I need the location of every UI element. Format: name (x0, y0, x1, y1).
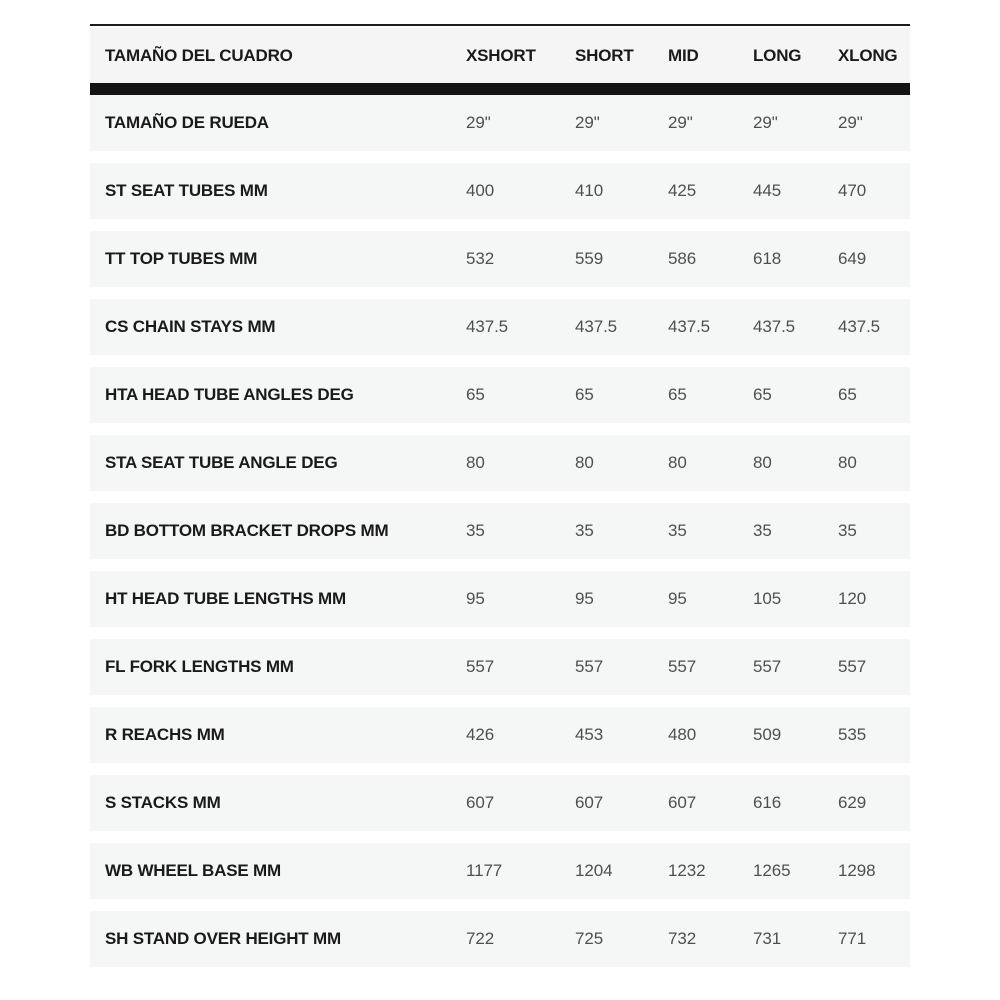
cell-value: 65 (753, 385, 772, 404)
cell-value: 725 (575, 929, 604, 948)
cell-value: 731 (753, 929, 782, 948)
cell-value: 1232 (668, 861, 706, 880)
table-row (90, 299, 910, 355)
table-row (90, 571, 910, 627)
table-title: TAMAÑO DEL CUADRO (105, 45, 293, 65)
cell-value: 629 (838, 793, 867, 812)
cell-value: 95 (668, 589, 687, 608)
row-label: SH STAND OVER HEIGHT MM (105, 929, 341, 948)
table-row (90, 775, 910, 831)
cell-value: 35 (575, 521, 594, 540)
cell-value: 65 (838, 385, 857, 404)
cell-value: 616 (753, 793, 782, 812)
cell-value: 618 (753, 249, 782, 268)
table-row (90, 435, 910, 491)
cell-value: 445 (753, 181, 782, 200)
cell-value: 80 (575, 453, 594, 472)
cell-value: 80 (668, 453, 687, 472)
cell-value: 557 (466, 657, 495, 676)
cell-value: 1204 (575, 861, 613, 880)
cell-value: 722 (466, 929, 495, 948)
cell-value: 29" (838, 113, 863, 132)
table-row (90, 843, 910, 899)
row-label: HTA HEAD TUBE ANGLES DEG (105, 385, 354, 404)
cell-value: 80 (838, 453, 857, 472)
column-header-xlong: XLONG (838, 45, 898, 65)
table-body (90, 95, 910, 967)
cell-value: 557 (838, 657, 867, 676)
row-label: CS CHAIN STAYS MM (105, 317, 276, 336)
cell-value: 1265 (753, 861, 791, 880)
table-row (90, 95, 910, 151)
cell-value: 65 (668, 385, 687, 404)
cell-value: 65 (466, 385, 485, 404)
cell-value: 29" (668, 113, 693, 132)
table-row (90, 163, 910, 219)
cell-value: 95 (575, 589, 594, 608)
table-row (90, 639, 910, 695)
row-label: TT TOP TUBES MM (105, 249, 258, 268)
cell-value: 607 (668, 793, 697, 812)
cell-value: 95 (466, 589, 485, 608)
cell-value: 557 (575, 657, 604, 676)
cell-value: 607 (575, 793, 604, 812)
cell-value: 410 (575, 181, 604, 200)
cell-value: 65 (575, 385, 594, 404)
cell-value: 453 (575, 725, 604, 744)
row-label: WB WHEEL BASE MM (105, 861, 281, 880)
column-header-long: LONG (753, 45, 802, 65)
cell-value: 29" (753, 113, 778, 132)
row-label: R REACHS MM (105, 725, 225, 744)
table-row (90, 231, 910, 287)
cell-value: 437.5 (575, 317, 618, 336)
cell-value: 535 (838, 725, 867, 744)
cell-value: 35 (668, 521, 687, 540)
cell-value: 771 (838, 929, 867, 948)
table-row (90, 707, 910, 763)
cell-value: 29" (466, 113, 491, 132)
row-label: HT HEAD TUBE LENGTHS MM (105, 589, 346, 608)
cell-value: 607 (466, 793, 495, 812)
cell-value: 35 (753, 521, 772, 540)
table-header-row (90, 28, 910, 83)
column-header-short: SHORT (575, 45, 634, 65)
column-header-mid: MID (668, 45, 699, 65)
cell-value: 437.5 (838, 317, 881, 336)
cell-value: 105 (753, 589, 782, 608)
cell-value: 437.5 (466, 317, 509, 336)
cell-value: 557 (668, 657, 697, 676)
header-divider-bar (90, 83, 910, 95)
cell-value: 80 (466, 453, 485, 472)
table-row (90, 367, 910, 423)
cell-value: 732 (668, 929, 697, 948)
cell-value: 437.5 (668, 317, 711, 336)
row-label: TAMAÑO DE RUEDA (105, 113, 269, 132)
cell-value: 470 (838, 181, 867, 200)
cell-value: 425 (668, 181, 697, 200)
cell-value: 557 (753, 657, 782, 676)
top-rule (90, 24, 910, 26)
geometry-table (90, 24, 910, 967)
cell-value: 120 (838, 589, 867, 608)
cell-value: 1177 (466, 861, 503, 880)
cell-value: 35 (838, 521, 857, 540)
cell-value: 80 (753, 453, 772, 472)
cell-value: 649 (838, 249, 867, 268)
cell-value: 29" (575, 113, 600, 132)
cell-value: 35 (466, 521, 485, 540)
cell-value: 586 (668, 249, 697, 268)
table-row (90, 503, 910, 559)
cell-value: 480 (668, 725, 697, 744)
cell-value: 1298 (838, 861, 876, 880)
cell-value: 532 (466, 249, 495, 268)
cell-value: 559 (575, 249, 604, 268)
row-label: STA SEAT TUBE ANGLE DEG (105, 453, 338, 472)
table-row (90, 911, 910, 967)
cell-value: 509 (753, 725, 782, 744)
cell-value: 426 (466, 725, 495, 744)
row-label: ST SEAT TUBES MM (105, 181, 268, 200)
row-label: S STACKS MM (105, 793, 221, 812)
cell-value: 437.5 (753, 317, 796, 336)
row-label: BD BOTTOM BRACKET DROPS MM (105, 521, 389, 540)
row-label: FL FORK LENGTHS MM (105, 657, 294, 676)
cell-value: 400 (466, 181, 495, 200)
column-header-xshort: XSHORT (466, 45, 536, 65)
